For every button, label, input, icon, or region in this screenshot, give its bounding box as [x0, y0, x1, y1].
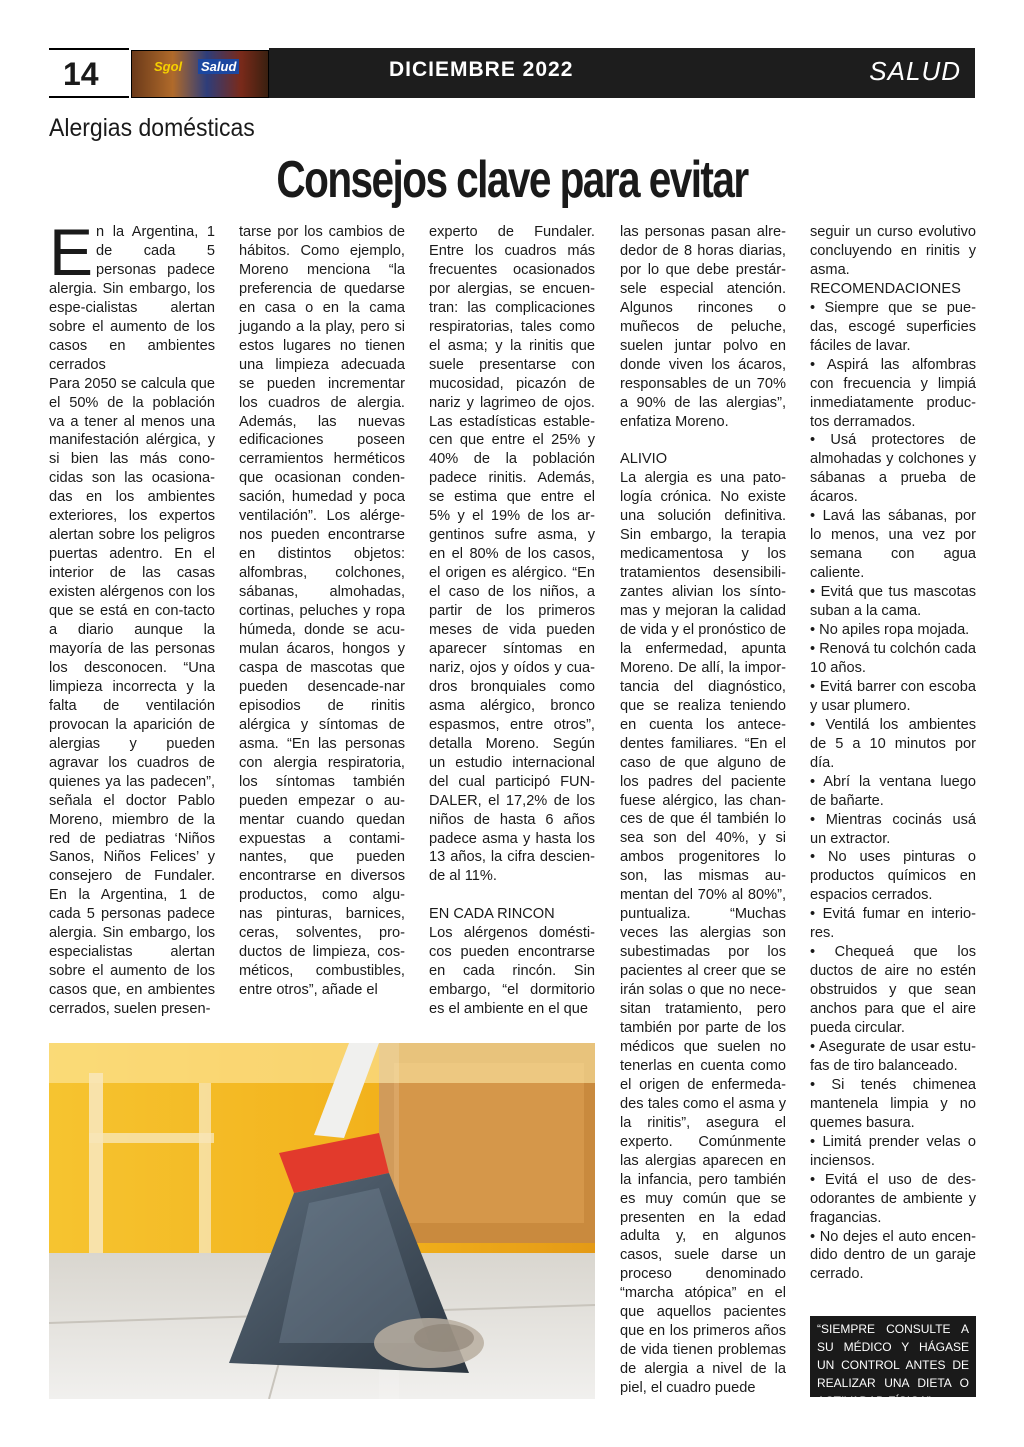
list-item: • No uses pinturas o productos químicos en espacios cerrados. — [810, 849, 976, 904]
list-item: • Renová tu colchón cada 10 años. — [810, 640, 976, 676]
list-item: • Asegurate de usar estu-fas de tiro balanceado. — [810, 1038, 976, 1074]
broom-photo — [49, 1043, 595, 1399]
paragraph: seguir un curso evolutivo concluyendo en rinitis y asma. — [810, 224, 976, 278]
list-item: • Ventilá los ambientes de 5 a 10 minutos por día. — [810, 716, 976, 771]
list-item: • No apiles ropa mojada. — [810, 622, 970, 639]
issue-date: DICIEMBRE 2022 — [389, 58, 574, 81]
list-item: • Lavá las sábanas, por lo menos, una vez por semana con agua caliente. — [810, 508, 976, 582]
text-column-5 — [810, 223, 976, 1284]
article-headline: Consejos clave para evitar — [276, 151, 748, 209]
text-column-3 — [429, 223, 595, 1019]
text-column-2 — [239, 223, 405, 1000]
paragraph: experto de Fundaler. Entre los cuadros más frecuentes ocasionados por alergias, se encuen-tran: las complicaciones respiratorias, tales como el asma; y la rinitis que suele presentarse con mucosidad, picazón de nariz y lagrimeo de ojos. Las estadísticas estable-cen que entre el 25% y 40% de la población padece rinitis. Además, se estima que entre el 5% y el 19% de los ar-gentinos sufre asma, y en el 80% de los casos, el origen es alérgico. “En el caso de los niños, a partir de los primeros meses de vida pueden aparecer síntomas en nariz, ojos y oídos y cua-dros bronquiales como asma alérgico, bronco espasmos, entre otros”, detalla Moreno. Según un estudio internacional del cual participó FUN-DALER, el 17,2% de los niños de hasta 6 años padece asma y hasta los 13 años, la cifra descien-de al 11%. — [429, 224, 595, 885]
logo-text: Sgol — [154, 59, 183, 74]
page-header — [49, 48, 975, 98]
list-item: • Abrí la ventana luego de bañarte. — [810, 773, 976, 809]
list-item: • Chequeá que los ductos de aire no estén obstruidos y que sean anchos para que el aire pueda circular. — [810, 944, 976, 1037]
subheading: RECOMENDACIONES — [810, 280, 961, 297]
drop-cap: E — [49, 215, 94, 289]
divider — [49, 48, 129, 50]
list-item: • Evitá barrer con escoba y usar plumero. — [810, 678, 976, 714]
list-item: • Evitá que tus mascotas suban a la cama. — [810, 584, 976, 620]
article-kicker: Alergias domésticas — [49, 114, 255, 142]
list-item: • Evitá el uso de des-odorantes de ambiente y fragancias. — [810, 1171, 976, 1226]
paragraph: las personas pasan alre-dedor de 8 horas diarias, por lo que debe prestár-sele especial atención. Algunos rincones o muñecos de peluche, suelen juntar polvo en donde viven los ácaros, responsables de un 70% a 90% de las alergias”, enfatiza Moreno. — [620, 224, 786, 430]
text-column-4 — [620, 223, 786, 1398]
paragraph: Los alérgenos domésti-cos pueden encontrarse en cada rincón. Sin embargo, “el dormitorio es el ambiente en el que — [429, 925, 595, 1018]
divider — [49, 96, 129, 98]
broom-sweeping-floor-image — [49, 1043, 595, 1399]
page-number: 14 — [63, 56, 99, 92]
paragraph-text: n la Argentina, 1 de cada 5 personas padece alergia. Sin embargo, los espe-cialistas alertan sobre el aumento de los casos en ambientes cerrados — [49, 224, 215, 373]
list-item: • Si tenés chimenea mantenela limpia y no quemes basura. — [810, 1076, 976, 1131]
list-item: • Limitá prender velas o inciensos. — [810, 1133, 976, 1169]
list-item: • Evitá fumar en interio-res. — [810, 906, 976, 942]
list-item: • Siempre que se pue-das, escogé superficies fáciles de lavar. — [810, 299, 976, 354]
publication-logo — [131, 50, 269, 98]
text-column-1 — [49, 215, 215, 1019]
paragraph: Para 2050 se calcula que el 50% de la población va a tener al menos una manifestación alérgica, y si bien las más cono-cidas son las ocasiona-das en los ambientes exteriores, los expertos alertan sobre los peligros puertas adentro. En el interior de las casas existen alérgenos con los que se está en con-tacto a diario aunque la mayoría de las personas los desconocen. “Una limpieza incorrecta y la falta de ventilación provocan la aparición de alergias y pueden agravar los cuadros de quienes ya las padecen”, señala el doctor Pablo Moreno, miembro de la red de pediatras ‘Niños Sanos, Niños Felices’ y consejero de Fundaler. En la Argentina, 1 de cada 5 personas padece alergia. Sin embargo, los especialistas alertan sobre el aumento de los casos que, en ambientes cerrados, suelen presen- — [49, 375, 215, 1018]
list-item: • No dejes el auto encen-dido dentro de un garaje cerrado. — [810, 1228, 976, 1283]
subheading: EN CADA RINCON — [429, 906, 555, 923]
list-item: • Aspirá las alfombras con frecuencia y limpiá inmediatamente produc-tos derramados. — [810, 356, 976, 430]
pull-quote: “SIEMPRE CONSULTE A SU MÉDICO Y HÁGASE UN CONTROL ANTES DE REALIZAR UNA DIETA O ACTIVADAD FÍSICA” — [810, 1316, 976, 1397]
paragraph — [49, 215, 215, 375]
list-item: • Usá protectores de almohadas y colchones y sábanas a prueba de ácaros. — [810, 432, 976, 506]
subheading: ALIVIO — [620, 451, 668, 468]
paragraph: La alergia es una pato-logía crónica. No existe una solución definitiva. Sin embargo, la terapia medicamentosa y los tratamientos desensibili-zantes alivian los sínto-mas y mejoran la calidad de vida y el pronóstico de la enfermedad, apunta Moreno. De allí, la impor-tancia del diagnóstico, que se realiza teniendo en cuenta los antece-dentes familiares. “En el caso de que alguno de los padres del paciente fuese alérgico, las chan-ces de que él también lo sea son del 40%, y si ambos progenitores lo son, las mismas au-mentan del 70% al 80%”, puntualiza. “Muchas veces las alergias son subestimadas por los pacientes al creer que se irán solas o que no nece-sitan tratamiento, pero también por parte de los médicos que suelen no tenerlas en cuenta como el origen de enfermeda-des tales como el asma y la rinitis”, asegura el experto. Comúnmente las alergias aparecen en la infancia, pero también es muy común que se presenten en la edad adulta y, en algunos casos, suele darse un proceso denominado “marcha atópica” en el que aquellos pacientes que en los primeros años de vida tienen problemas de alergia a nivel de la piel, el cuadro puede — [620, 470, 786, 1397]
header-bar — [269, 48, 975, 98]
section-name: SALUD — [869, 56, 961, 86]
paragraph: tarse por los cambios de hábitos. Como ejemplo, Moreno menciona “la preferencia de quedarse en casa o en la cama jugando a la play, pero si estos lugares no tienen una limpieza adecuada se pueden incrementar los cuadros de alergia. Además, las nuevas edificaciones poseen cerramientos herméticos que ocasionan conden-sación, humedad y poca ventilación”. Los alérge-nos pueden encontrarse en distintos objetos: alfombras, colchones, sábanas, almohadas, cortinas, peluches y ropa húmeda, donde se acu-mulan ácaros, hongos y caspa de mascotas que pueden desencade-nar episodios de rinitis alérgica y síntomas de asma. “En las personas con alergia respiratoria, los síntomas también pueden empezar o au-mentar cuando quedan expuestas a contami-nantes, que pueden encontrarse en diversos productos, como algu-nas pinturas, barnices, ceras, solventes, pro-ductos de limpieza, cos-méticos, combustibles, entre otros”, añade el — [239, 224, 405, 999]
list-item: • Mientras cocinás usá un extractor. — [810, 811, 976, 847]
logo-text: Salud — [198, 59, 239, 74]
